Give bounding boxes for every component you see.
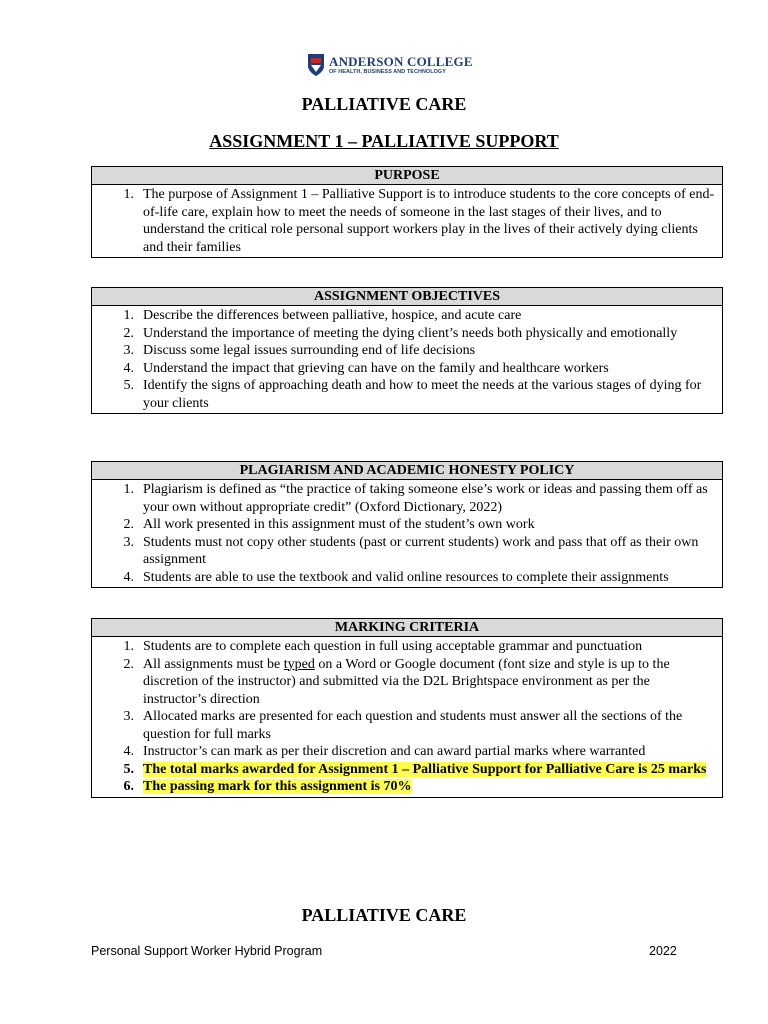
- list-item: [92, 360, 716, 378]
- list-item: [92, 186, 716, 256]
- list-item: [92, 743, 716, 761]
- item-text: Describe the differences between palliative, hospice, and acute care: [143, 308, 522, 323]
- item-text: Students are able to use the textbook and valid online resources to complete their assignments: [143, 569, 669, 585]
- item-number: 2.: [123, 656, 134, 672]
- marking-section: [91, 618, 723, 798]
- item-number: 3.: [123, 343, 134, 358]
- list-item-highlighted: [92, 778, 716, 796]
- list-item: [92, 569, 716, 587]
- list-item: [92, 638, 716, 656]
- item-number: 1.: [123, 639, 134, 654]
- item-text: Understand the importance of meeting the dying client’s needs both physically and emotionally: [143, 325, 678, 341]
- item-number: 2.: [123, 325, 134, 341]
- logo-wordmark: [329, 55, 473, 75]
- item-text-highlighted: The passing mark for this assignment is 70%: [143, 779, 412, 794]
- logo-subtitle: OF HEALTH, BUSINESS AND TECHNOLOGY: [329, 68, 446, 75]
- next-page-title: PALLIATIVE CARE: [301, 905, 467, 925]
- college-logo: [307, 52, 473, 78]
- footer-year: 2022: [649, 944, 677, 958]
- item-text: The purpose of Assignment 1 – Palliative Support is to introduce students to the core concepts of end-of-life care, explain how to meet the needs of someone in the last stages of their lives, and to understand the critical role personal support workers play in the lives of their actively dying clients and their families: [143, 187, 715, 255]
- item-text-highlighted: The total marks awarded for Assignment 1 – Palliative Support for Palliative Care is 25 marks: [143, 761, 707, 777]
- item-number: 6.: [123, 779, 134, 794]
- item-text: Instructor’s can mark as per their discretion and can award partial marks where warranted: [143, 744, 646, 759]
- objectives-section: [91, 287, 723, 414]
- list-item: [92, 656, 716, 709]
- list-item: [92, 342, 716, 360]
- course-title: PALLIATIVE CARE: [301, 94, 467, 114]
- logo-name: ANDERSON COLLEGE: [329, 53, 473, 69]
- purpose-heading: PURPOSE: [92, 167, 722, 185]
- list-item-highlighted: [92, 761, 716, 779]
- list-item: [92, 534, 716, 569]
- plagiarism-section: [91, 461, 723, 588]
- item-number: 1.: [123, 187, 134, 202]
- item-number: 1.: [123, 308, 134, 323]
- item-text: All work presented in this assignment must of the student’s own work: [143, 517, 535, 532]
- plagiarism-heading: PLAGIARISM AND ACADEMIC HONESTY POLICY: [92, 462, 722, 480]
- item-text: Allocated marks are presented for each question and students must answer all the sections of the question for full marks: [143, 709, 683, 742]
- item-number: 4.: [123, 569, 134, 585]
- list-item: [92, 377, 716, 412]
- purpose-section: [91, 166, 723, 258]
- item-text-underlined: typed: [283, 656, 315, 672]
- item-text: Students must not copy other students (past or current students) work and pass that off as their own assignment: [143, 534, 699, 567]
- item-text: Plagiarism is defined as “the practice of taking someone else’s work or ideas and passing them off as your own without appropriate credit” (Oxford Dictionary, 2022): [143, 482, 708, 515]
- shield-logo-icon: [307, 53, 325, 77]
- item-number: 3.: [123, 709, 134, 724]
- item-text-pre: All assignments must be: [143, 656, 284, 672]
- list-item: [92, 516, 716, 534]
- list-item: [92, 708, 716, 743]
- item-text: Understand the impact that grieving can have on the family and healthcare workers: [143, 360, 609, 376]
- item-text: [143, 656, 716, 709]
- item-number: 1.: [123, 482, 134, 497]
- list-item: [92, 307, 716, 325]
- item-text: Students are to complete each question in full using acceptable grammar and punctuation: [143, 639, 643, 654]
- item-number: 5.: [123, 378, 134, 393]
- item-number: 3.: [123, 534, 134, 550]
- assignment-title: ASSIGNMENT 1 – PALLIATIVE SUPPORT: [209, 131, 559, 151]
- item-number: 4.: [123, 744, 134, 759]
- item-number: 4.: [123, 360, 134, 376]
- item-text: Identify the signs of approaching death and how to meet the needs at the various stages of dying for your clients: [143, 378, 702, 411]
- footer-program: Personal Support Worker Hybrid Program: [91, 944, 323, 958]
- marking-heading: MARKING CRITERIA: [92, 619, 722, 637]
- item-text-post: on a Word or Google document (font size and style is up to the discretion of the instructor) and submitted via the D2L Brightspace environment as per the instructor’s direction: [143, 656, 670, 707]
- item-number: 5.: [123, 761, 134, 777]
- item-text: Discuss some legal issues surrounding end of life decisions: [143, 343, 476, 358]
- list-item: [92, 325, 716, 343]
- item-number: 2.: [123, 517, 134, 532]
- objectives-heading: ASSIGNMENT OBJECTIVES: [92, 288, 722, 306]
- list-item: [92, 481, 716, 516]
